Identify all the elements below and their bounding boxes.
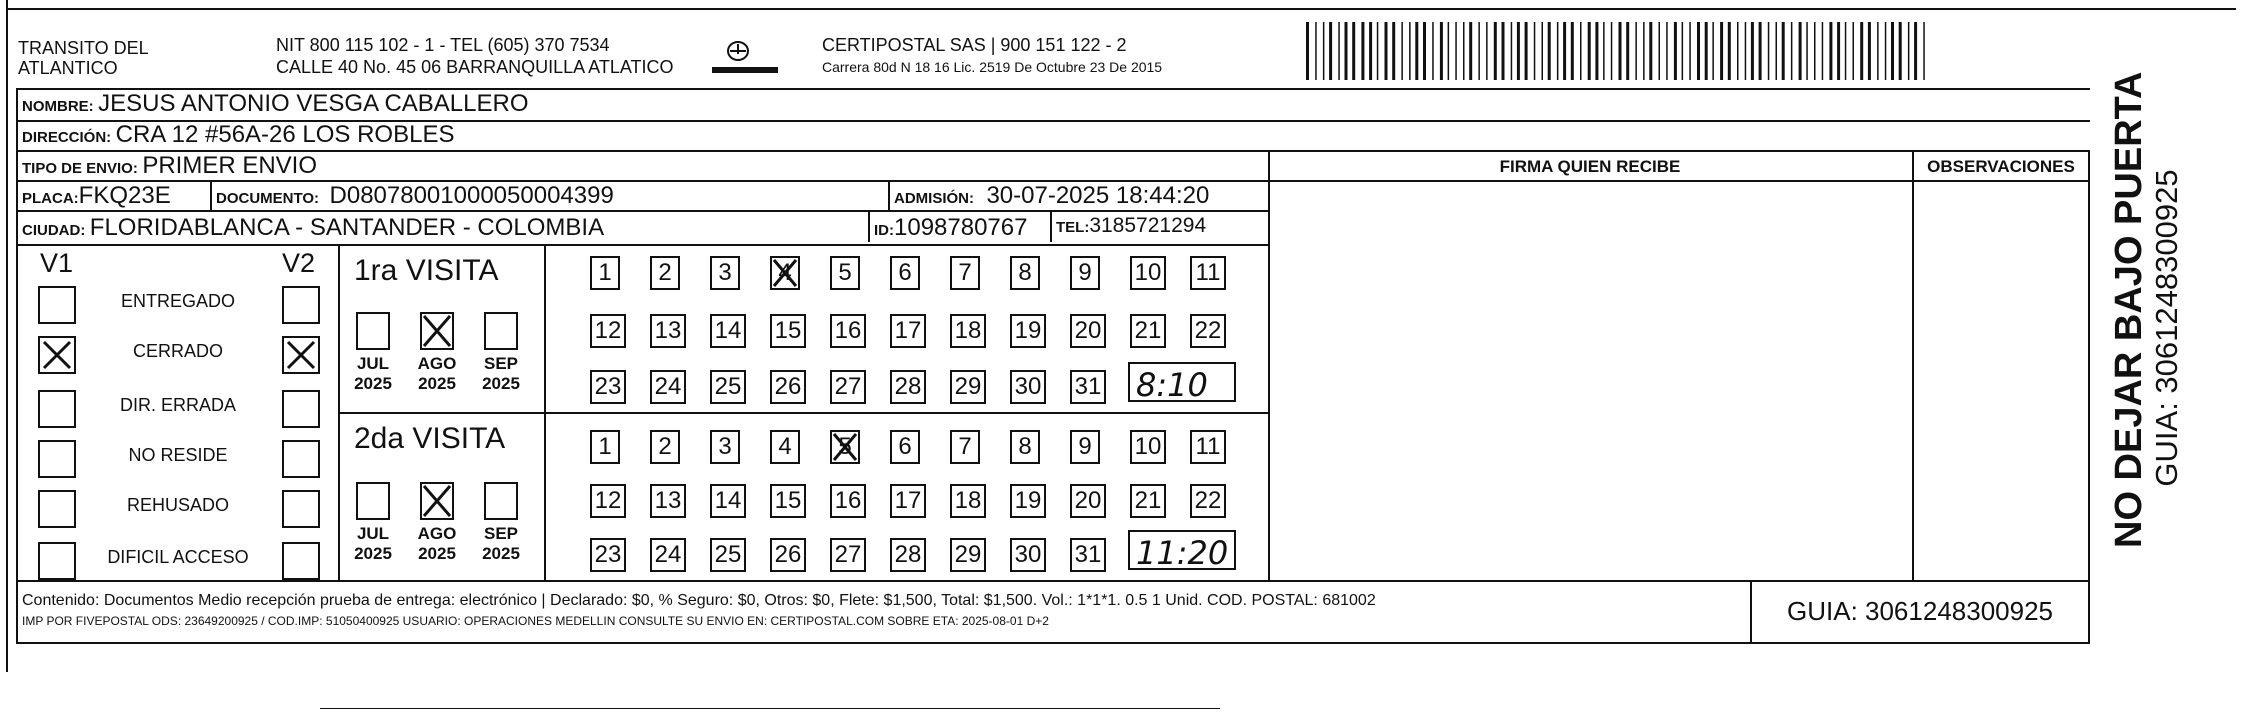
agency-contact xyxy=(276,34,674,78)
barcode-bar xyxy=(1806,22,1808,80)
day-box[interactable]: 25 xyxy=(710,538,746,572)
month-year: 2025 xyxy=(418,374,456,393)
barcode-bar xyxy=(1494,22,1497,80)
barcode-bar xyxy=(1455,22,1457,80)
month-year: 2025 xyxy=(354,374,392,393)
day-box[interactable]: 25 xyxy=(710,370,746,404)
v1-checkbox[interactable] xyxy=(38,490,76,528)
barcode-bar xyxy=(1306,22,1309,80)
barcode-bar xyxy=(1791,22,1793,80)
day-box[interactable]: 21 xyxy=(1130,314,1166,348)
row-divider-2 xyxy=(16,150,2090,152)
placa-value: FKQ23E xyxy=(78,182,171,209)
day-box[interactable]: 5 xyxy=(830,256,860,290)
day-box[interactable]: 28 xyxy=(890,370,926,404)
footer-content xyxy=(22,592,1742,628)
day-box[interactable]: 16 xyxy=(830,314,866,348)
barcode-bar xyxy=(1385,22,1388,80)
barcode-bar xyxy=(1659,22,1661,80)
day-box[interactable]: 5 xyxy=(830,430,860,464)
day-box[interactable]: 1 xyxy=(590,256,620,290)
barcode-bar xyxy=(1323,22,1325,80)
status-label: NO RESIDE xyxy=(128,445,228,465)
guia-footer: GUIA: 3061248300925 xyxy=(1787,596,2053,626)
barcode-bar xyxy=(1877,22,1879,80)
barcode-bar xyxy=(1548,22,1551,80)
month-year: 2025 xyxy=(418,544,456,563)
day-box[interactable]: 4 xyxy=(770,256,800,290)
status-label: DIR. ERRADA xyxy=(119,395,236,415)
courier-info xyxy=(822,34,1162,78)
barcode-bar xyxy=(1768,22,1770,80)
documento-value: D08078001000050004399 xyxy=(329,182,614,209)
barcode-bar xyxy=(1401,22,1403,80)
month-label: SEP xyxy=(483,354,519,373)
barcode-bar xyxy=(1315,22,1317,80)
documento-field xyxy=(216,182,614,210)
day-box[interactable]: 26 xyxy=(770,538,806,572)
v2-checkbox[interactable] xyxy=(282,542,320,580)
day-box[interactable]: 8 xyxy=(1010,256,1040,290)
barcode-bar xyxy=(1563,22,1566,80)
barcode-bar xyxy=(1885,22,1887,80)
admision-label: ADMISIÓN: xyxy=(894,190,974,207)
ciudad-value: FLORIDABLANCA - SANTANDER - COLOMBIA xyxy=(89,214,605,241)
barcode-bar xyxy=(1432,22,1434,80)
day-box[interactable]: 15 xyxy=(770,314,806,348)
second-visit-title: 2da VISITA xyxy=(354,422,506,455)
direccion-value: CRA 12 #56A-26 LOS ROBLES xyxy=(115,121,455,148)
day-box[interactable]: 6 xyxy=(890,256,920,290)
barcode-bar xyxy=(1517,22,1520,80)
day-box[interactable]: 17 xyxy=(890,484,926,518)
tipo-envio-value: PRIMER ENVIO xyxy=(142,152,318,179)
barcode-bar xyxy=(1626,22,1629,80)
barcode-bar xyxy=(1908,22,1910,80)
barcode-bar xyxy=(1486,22,1488,80)
v2-checkbox[interactable] xyxy=(282,440,320,478)
barcode-bar xyxy=(1580,22,1582,80)
barcode-bar xyxy=(1478,22,1480,80)
footer-divider xyxy=(16,580,2090,582)
firma-divider xyxy=(1268,150,1270,580)
barcode-bar xyxy=(1845,22,1847,80)
day-box[interactable]: 27 xyxy=(830,370,866,404)
barcode-bar xyxy=(1751,22,1754,80)
agency-name-line1: TRANSITO DEL xyxy=(18,38,149,58)
day-box[interactable]: 12 xyxy=(590,484,626,518)
v2-checkbox[interactable] xyxy=(282,286,320,324)
v2-header: V2 xyxy=(282,248,316,278)
barcode-bar xyxy=(1611,22,1613,80)
day-box[interactable]: 19 xyxy=(1010,484,1046,518)
day-box[interactable]: 19 xyxy=(1010,314,1046,348)
status-label: CERRADO xyxy=(132,341,223,361)
agency-name xyxy=(18,38,149,78)
tel-divider xyxy=(1050,212,1052,242)
day-box[interactable]: 10 xyxy=(1130,256,1166,290)
direccion-field xyxy=(22,121,454,149)
agency-name-line2: ATLANTICO xyxy=(18,58,118,78)
barcode-bar xyxy=(1728,22,1731,80)
barcode-bar xyxy=(1868,22,1871,80)
v1-checkbox[interactable] xyxy=(38,440,76,478)
month-label: AGO xyxy=(417,524,457,543)
contenido-line: Contenido: Documentos Medio recepción prueba de entrega: electrónico | Declarado: $0, % Seguro: $0, Otros: $0, Flete: $1,500, Total: $1,500. Vol.: 1*1*1. 0.5 1 Unid. COD. POSTAL: 681002 xyxy=(22,592,1376,609)
barcode-bar xyxy=(1377,22,1379,80)
barcode-bar xyxy=(1542,22,1544,80)
barcode-bar xyxy=(1603,22,1605,80)
first-visit-time: 8:10 xyxy=(1136,366,1208,404)
barcode-bar xyxy=(1737,22,1739,80)
placa-label: PLACA: xyxy=(22,190,79,207)
v1-checkbox[interactable] xyxy=(38,542,76,580)
day-box[interactable]: 10 xyxy=(1130,430,1166,464)
month-check-mark xyxy=(420,482,454,520)
barcode-bar xyxy=(1745,22,1747,80)
barcode-bar xyxy=(1649,22,1652,80)
day-box[interactable]: 1 xyxy=(590,430,620,464)
barcode-bar xyxy=(1923,22,1925,80)
day-box[interactable]: 23 xyxy=(590,370,626,404)
day-box[interactable]: 7 xyxy=(950,430,980,464)
barcode-bar xyxy=(1502,22,1505,80)
status-label: DIFICIL ACCESO xyxy=(107,547,249,567)
v1-header: V1 xyxy=(40,248,74,278)
month-year: 2025 xyxy=(482,374,520,393)
month-label: SEP xyxy=(483,524,519,543)
barcode-bar xyxy=(1914,22,1917,80)
ciudad-field xyxy=(22,214,604,242)
barcode-bar xyxy=(1571,22,1574,80)
barcode-bar xyxy=(1666,22,1668,80)
status-label: REHUSADO xyxy=(126,495,229,515)
day-box[interactable]: 7 xyxy=(950,256,980,290)
day-box[interactable]: 20 xyxy=(1070,314,1106,348)
certipostal-logo-icon xyxy=(708,38,782,78)
admision-divider xyxy=(888,182,890,210)
nombre-value: JESUS ANTONIO VESGA CABALLERO xyxy=(98,90,529,117)
day-box[interactable]: 24 xyxy=(650,370,686,404)
certipostal-logo xyxy=(708,38,782,78)
barcode-bar xyxy=(1697,22,1700,80)
barcode-bar xyxy=(1352,22,1355,80)
day-box[interactable]: 22 xyxy=(1190,314,1226,348)
admision-field xyxy=(894,182,1209,210)
barcode-bar xyxy=(1345,22,1348,80)
day-box[interactable]: 29 xyxy=(950,538,986,572)
barcode-bar xyxy=(1720,22,1723,80)
tel-value: 3185721294 xyxy=(1089,214,1207,237)
v1-checkbox[interactable] xyxy=(38,286,76,324)
barcode-bar xyxy=(1705,22,1708,80)
second-visit-time-box xyxy=(1128,530,1236,570)
barcode-bar xyxy=(1595,22,1598,80)
month-check-mark xyxy=(420,312,454,350)
day-box[interactable]: 9 xyxy=(1070,256,1100,290)
day-box[interactable]: 17 xyxy=(890,314,926,348)
first-visit-time-box xyxy=(1128,362,1236,402)
barcode-bar xyxy=(1588,22,1591,80)
barcode-bar xyxy=(1619,22,1622,80)
obs-divider xyxy=(1912,150,1914,580)
barcode-bar xyxy=(1440,22,1443,80)
month-year: 2025 xyxy=(482,544,520,563)
day-box[interactable]: 20 xyxy=(1070,484,1106,518)
barcode-bar xyxy=(1782,22,1785,80)
day-box[interactable]: 30 xyxy=(1010,370,1046,404)
id-field xyxy=(874,214,1027,242)
nombre-label: NOMBRE: xyxy=(22,98,94,115)
visit-mid-divider xyxy=(338,412,1270,414)
day-box[interactable]: 31 xyxy=(1070,538,1106,572)
day-box[interactable]: 24 xyxy=(650,538,686,572)
barcode-bar xyxy=(1776,22,1778,80)
row-divider-firma xyxy=(1268,180,2090,182)
side-guia: GUIA: 3061248300925 xyxy=(2149,169,2184,487)
barcode-bar xyxy=(1463,22,1465,80)
day-box[interactable]: 30 xyxy=(1010,538,1046,572)
day-box[interactable]: 23 xyxy=(590,538,626,572)
barcode-bar xyxy=(1369,22,1372,80)
day-box[interactable]: 12 xyxy=(590,314,626,348)
barcode-bar xyxy=(1814,22,1816,80)
day-box[interactable]: 28 xyxy=(890,538,926,572)
month-checkbox[interactable] xyxy=(484,312,518,350)
v1-checkbox[interactable] xyxy=(38,390,76,428)
status-label: ENTREGADO xyxy=(120,291,235,311)
month-year: 2025 xyxy=(354,544,392,563)
day-box[interactable]: 13 xyxy=(650,484,686,518)
day-box[interactable]: 18 xyxy=(950,314,986,348)
tipo-envio-field xyxy=(22,152,317,180)
barcode-bar xyxy=(1674,22,1677,80)
courier-line: CERTIPOSTAL SAS | 900 151 122 - 2 xyxy=(822,35,1127,55)
day-box[interactable]: 11 xyxy=(1190,256,1226,290)
agency-address: CALLE 40 No. 45 06 BARRANQUILLA ATLATICO xyxy=(276,57,674,77)
barcode-bar xyxy=(1643,22,1645,80)
day-box[interactable]: 9 xyxy=(1070,430,1100,464)
id-label: ID: xyxy=(874,222,894,239)
barcode-bar xyxy=(1899,22,1902,80)
page-left-border xyxy=(6,0,8,672)
barcode-bar xyxy=(1329,22,1332,80)
day-check-mark xyxy=(770,256,800,290)
agency-nit: NIT 800 115 102 - 1 - TEL (605) 370 7534 xyxy=(276,35,610,55)
day-box[interactable]: 4 xyxy=(770,430,800,464)
barcode-bar xyxy=(1415,22,1418,80)
month-label: JUL xyxy=(356,524,390,543)
barcode-bar xyxy=(1534,22,1536,80)
day-box[interactable]: 11 xyxy=(1190,430,1226,464)
barcode-bar xyxy=(1511,22,1513,80)
page-top-border xyxy=(6,8,2236,10)
v2-check-mark xyxy=(284,338,318,372)
day-box[interactable]: 22 xyxy=(1190,484,1226,518)
day-box[interactable]: 15 xyxy=(770,484,806,518)
barcode-bar xyxy=(1837,22,1840,80)
month-label: AGO xyxy=(417,354,457,373)
barcode-bar xyxy=(1423,22,1426,80)
day-box[interactable]: 26 xyxy=(770,370,806,404)
barcode-bar xyxy=(1557,22,1559,80)
side-text xyxy=(2108,71,2184,548)
day-box[interactable]: 21 xyxy=(1130,484,1166,518)
placa-divider xyxy=(210,182,212,210)
barcode-bar xyxy=(1682,22,1684,80)
direccion-label: DIRECCIÓN: xyxy=(22,129,112,146)
month-checkbox[interactable] xyxy=(356,482,390,520)
day-box[interactable]: 14 xyxy=(710,314,746,348)
barcode-bar xyxy=(1799,22,1802,80)
barcode-bar xyxy=(1448,22,1450,80)
day-box[interactable]: 14 xyxy=(710,484,746,518)
nombre-field xyxy=(22,90,529,118)
ciudad-label: CIUDAD: xyxy=(22,222,86,239)
side-warning: NO DEJAR BAJO PUERTA xyxy=(2108,71,2150,548)
barcode-bar xyxy=(1338,22,1340,80)
day-box[interactable]: 2 xyxy=(650,256,680,290)
barcode-bar xyxy=(1759,22,1762,80)
barcode-bar xyxy=(1712,22,1714,80)
day-box[interactable]: 13 xyxy=(650,314,686,348)
placa-field xyxy=(22,182,171,210)
barcode-bar xyxy=(1829,22,1832,80)
barcode-bar xyxy=(1469,22,1472,80)
tel-label: TEL: xyxy=(1056,219,1090,236)
id-divider xyxy=(868,212,870,242)
barcode-bar xyxy=(1689,22,1691,80)
month-checkbox[interactable] xyxy=(356,312,390,350)
barcode-bar xyxy=(1361,22,1364,80)
month-checkbox[interactable] xyxy=(484,482,518,520)
id-value: 1098780767 xyxy=(894,214,1028,241)
day-box[interactable]: 6 xyxy=(890,430,920,464)
day-box[interactable]: 3 xyxy=(710,256,740,290)
page-bottom-border xyxy=(320,708,1220,709)
tel-field xyxy=(1056,214,1206,238)
day-box[interactable]: 2 xyxy=(650,430,680,464)
first-visit-title: 1ra VISITA xyxy=(354,254,499,287)
day-box[interactable]: 31 xyxy=(1070,370,1106,404)
day-box[interactable]: 3 xyxy=(710,430,740,464)
row-divider-4 xyxy=(16,210,1270,212)
v2-checkbox[interactable] xyxy=(282,490,320,528)
day-box[interactable]: 8 xyxy=(1010,430,1040,464)
imp-line: IMP POR FIVEPOSTAL ODS: 23649200925 / COD.IMP: 51050400925 USUARIO: OPERACIONES MEDELLIN CONSULTE SU ENVIO EN: CERTIPOSTAL.COM SOBRE ETA: 2025-08-01 D+2 xyxy=(22,614,1049,628)
barcode-bar xyxy=(1635,22,1637,80)
form-right-border xyxy=(2088,150,2090,644)
barcode-bar xyxy=(1853,22,1855,80)
barcode-bar xyxy=(1525,22,1528,80)
firma-header: FIRMA QUIEN RECIBE xyxy=(1499,157,1681,176)
day-box[interactable]: 27 xyxy=(830,538,866,572)
barcode-bar xyxy=(1392,22,1395,80)
license-line: Carrera 80d N 18 16 Lic. 2519 De Octubre 23 De 2015 xyxy=(822,59,1163,75)
documento-label: DOCUMENTO: xyxy=(216,190,320,207)
day-box[interactable]: 16 xyxy=(830,484,866,518)
barcode-icon xyxy=(1306,22,1938,80)
barcode-bar xyxy=(1409,22,1411,80)
barcode-bar xyxy=(1891,22,1894,80)
second-visit-time: 11:20 xyxy=(1136,534,1229,572)
month-divider-1 xyxy=(544,244,546,580)
barcode-bar xyxy=(1860,22,1863,80)
admision-value: 30-07-2025 18:44:20 xyxy=(986,182,1210,209)
day-box[interactable]: 18 xyxy=(950,484,986,518)
v1-check-mark xyxy=(40,338,74,372)
day-check-mark xyxy=(830,430,860,464)
tipo-envio-label: TIPO DE ENVIO: xyxy=(22,160,138,177)
observaciones-header: OBSERVACIONES xyxy=(1927,157,2075,176)
month-label: JUL xyxy=(356,354,390,373)
row-divider-5 xyxy=(16,244,1270,246)
v2-checkbox[interactable] xyxy=(282,390,320,428)
barcode-bar xyxy=(1822,22,1824,80)
day-box[interactable]: 29 xyxy=(950,370,986,404)
